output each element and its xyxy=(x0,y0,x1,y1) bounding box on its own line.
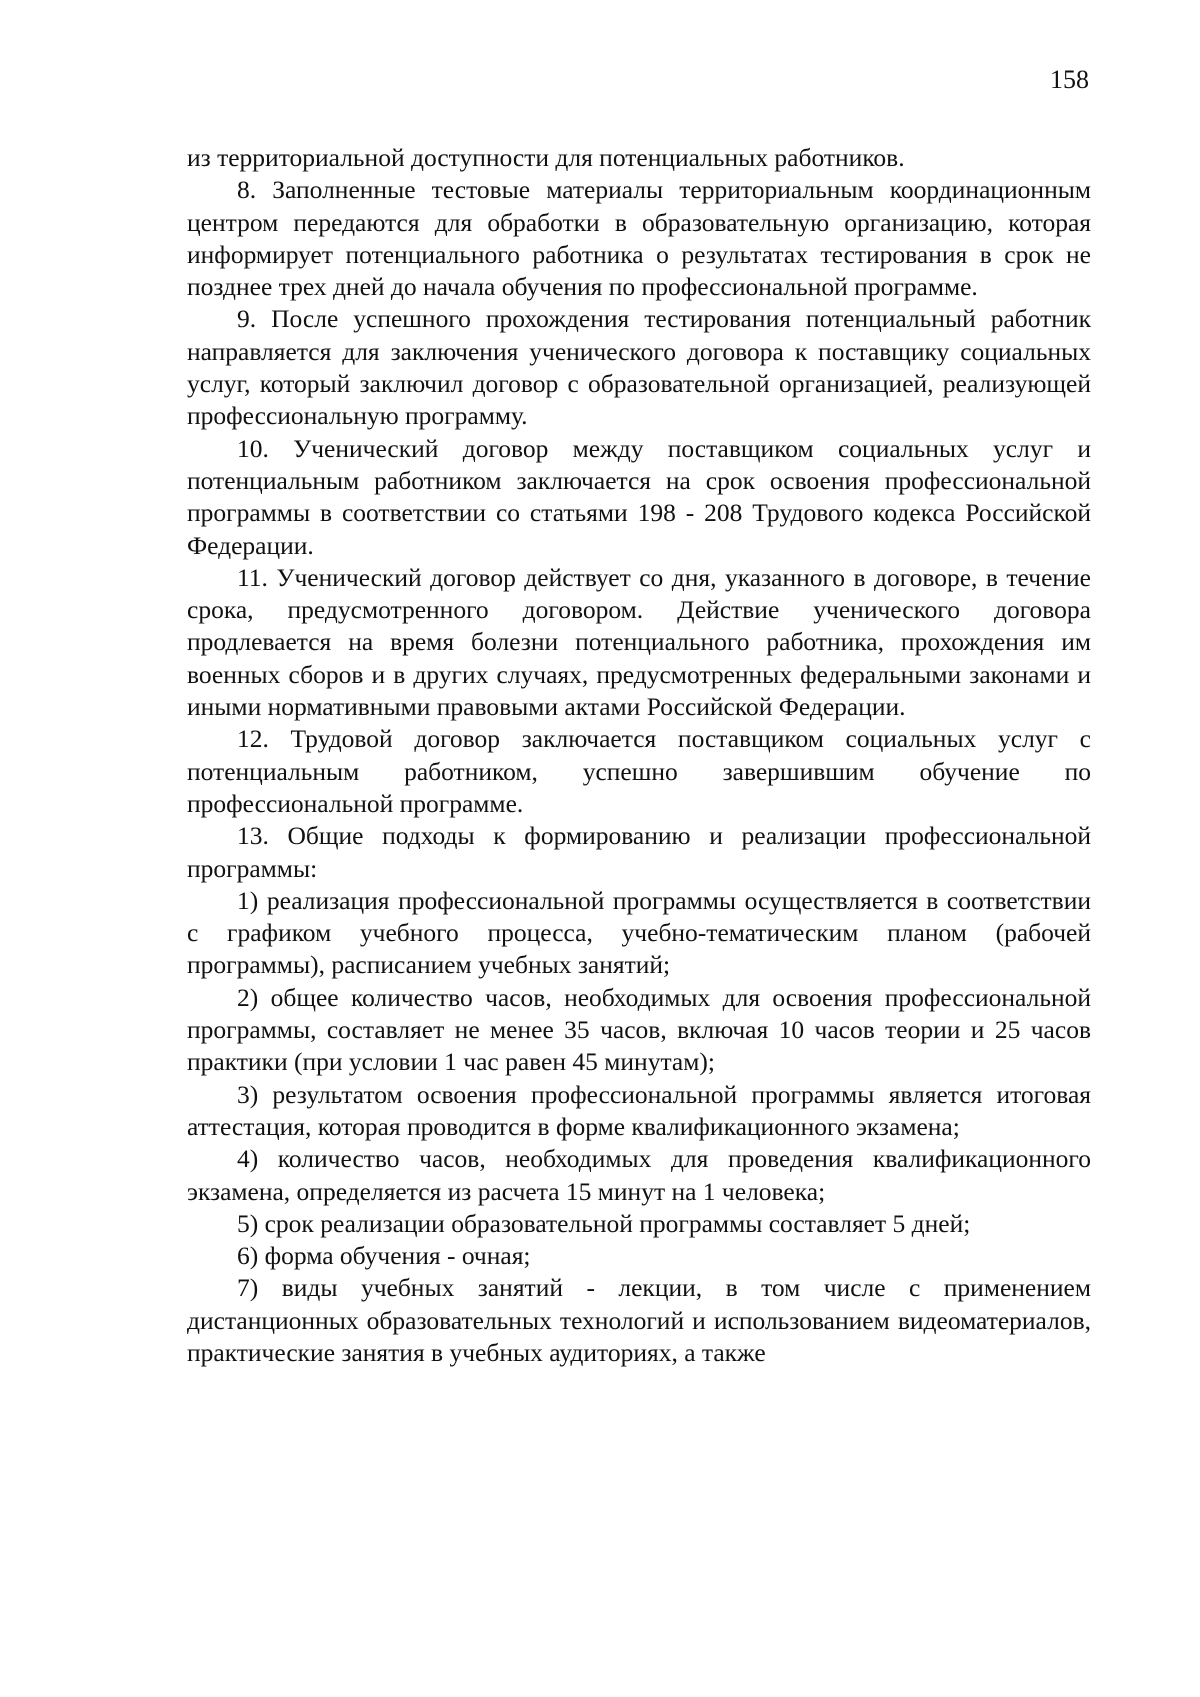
document-body xyxy=(187,142,1091,1369)
subitem-4: 4) количество часов, необходимых для проведения квалификационного экзамена, определяется из расчета 15 минут на 1 человека; xyxy=(187,1144,1091,1206)
paragraph-item-8: 8. Заполненные тестовые материалы территориальным координационным центром передаются для обработки в образовательную организацию, которая информирует потенциального работника о результатах тестирования в срок не позднее трех дней до начала обучения по профессиональной программе. xyxy=(187,175,1091,302)
paragraph-continuation: из территориальной доступности для потенциальных работников. xyxy=(187,143,905,172)
paragraph-item-13: 13. Общие подходы к формированию и реализации профессиональной программы: xyxy=(187,821,1091,883)
paragraph-item-9: 9. После успешного прохождения тестирования потенциальный работник направляется для заключения ученического договора к поставщику социальных услуг, который заключил договор с образовательной организацией, реализующей профессиональную программу. xyxy=(187,304,1091,431)
paragraph-item-12: 12. Трудовой договор заключается поставщиком социальных услуг с потенциальным работником, успешно завершившим обучение по профессиональной программе. xyxy=(187,724,1091,818)
subitem-2: 2) общее количество часов, необходимых для освоения профессиональной программы, составляет не менее 35 часов, включая 10 часов теории и 25 часов практики (при условии 1 час равен 45 минутам); xyxy=(187,982,1091,1077)
page-number: 158 xyxy=(1050,65,1089,94)
subitem-1: 1) реализация профессиональной программы осуществляется в соответствии с графиком учебного процесса, учебно-тематическим планом (рабочей программы), расписанием учебных занятий; xyxy=(187,885,1091,980)
subitem-3: 3) результатом освоения профессиональной программы является итоговая аттестация, которая проводится в форме квалификационного экзамена; xyxy=(187,1079,1091,1141)
paragraph-item-10: 10. Ученический договор между поставщиком социальных услуг и потенциальным работником заключается на срок освоения профессиональной программы в соответствии со статьями 198 - 208 Трудового кодекса Российской Федерации. xyxy=(187,433,1091,560)
subitem-6: 6) форма обучения - очная; xyxy=(237,1241,531,1271)
subitem-5: 5) срок реализации образовательной программы составляет 5 дней; xyxy=(237,1208,971,1238)
paragraph-item-11: 11. Ученический договор действует со дня, указанного в договоре, в течение срока, предусмотренного договором. Действие ученического договора продлевается на время болезни потенциального работника, прохождения им военных сборов и в других случаях, предусмотренных федеральными законами и иными нормативными правовыми актами Российской Федерации. xyxy=(187,562,1091,722)
subitem-7: 7) виды учебных занятий - лекции, в том числе с применением дистанционных образовательных технологий и использованием видеоматериалов, практические занятия в учебных аудиториях, а также xyxy=(187,1273,1091,1367)
